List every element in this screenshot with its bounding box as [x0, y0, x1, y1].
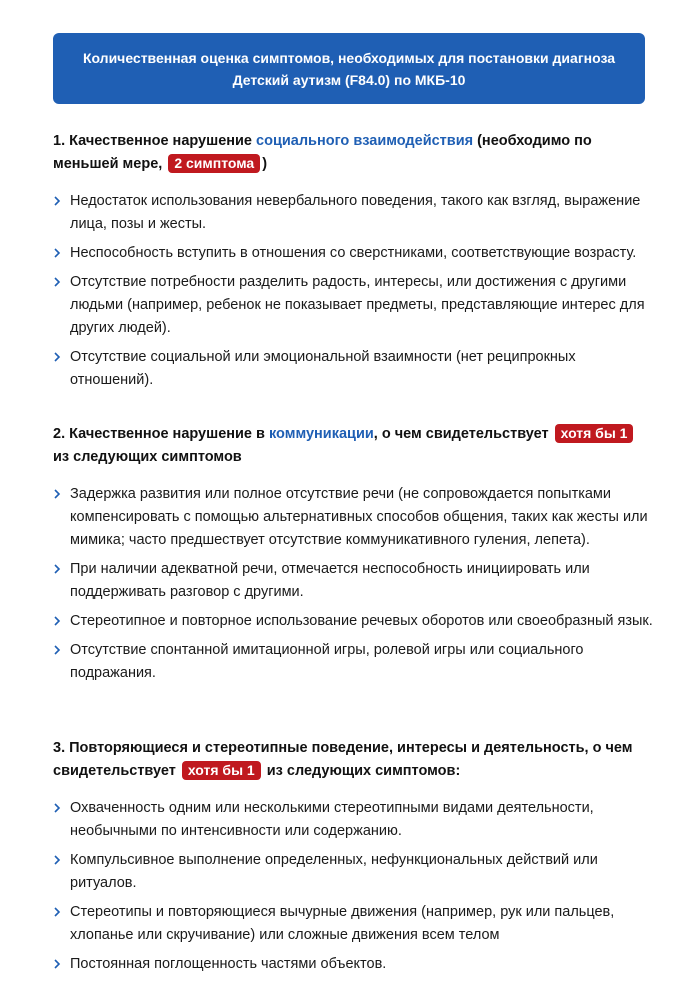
chevron-right-icon [53, 907, 62, 917]
list-item [53, 271, 653, 340]
chevron-right-icon [53, 855, 62, 865]
list-item [53, 483, 653, 552]
count-badge: хотя бы 1 [182, 761, 261, 780]
count-badge: 2 симптома [168, 154, 260, 173]
list-item [53, 797, 653, 843]
heading-text: 3. Повторяющиеся и стереотипные поведение, интересы и деятельность, о чем свидетельствует [53, 740, 633, 779]
list-item [53, 242, 653, 265]
heading-accent: социального взаимодействия [256, 133, 474, 149]
heading-text: из следующих симптомов [53, 449, 242, 465]
heading-text: 1. Качественное нарушение [53, 133, 257, 149]
banner-line-1: Количественная оценка симптомов, необходимых для постановки диагноза [82, 49, 616, 66]
item-text: Компульсивное выполнение определенных, нефункциональных действий или ритуалов. [70, 852, 598, 891]
heading-text: ) [262, 156, 268, 172]
item-text: Отсутствие потребности разделить радость, интересы, или достижения с другими людьми (например, ребенок не показывает предметы, представляющие интерес для других людей). [70, 274, 645, 336]
section-repetitive-behavior [53, 737, 653, 982]
item-text: Отсутствие спонтанной имитационной игры, ролевой игры или социального подражания. [70, 642, 584, 681]
list-item [53, 346, 653, 392]
item-text: Недостаток использования невербального поведения, такого как взгляд, выражение лица, позы и жесты. [70, 193, 641, 232]
chevron-right-icon [53, 489, 62, 499]
symptom-list [53, 797, 653, 976]
heading-text: 2. Качественное нарушение в [53, 426, 269, 442]
item-text: Задержка развития или полное отсутствие речи (не сопровождается попытками компенсировать с помощью альтернативных способов общения, таких как жесты или мимика; часто предшествует отсутствие коммуникативного гуления, лепета). [70, 486, 648, 548]
list-item [53, 953, 653, 976]
banner-line-2: Детский аутизм (F84.0) по МКБ-10 [232, 71, 466, 88]
title-banner [53, 33, 645, 104]
chevron-right-icon [53, 196, 62, 206]
section-heading [53, 737, 653, 783]
count-badge: хотя бы 1 [555, 424, 634, 443]
item-text: При наличии адекватной речи, отмечается неспособность инициировать или поддерживать разговор с другими. [70, 561, 590, 600]
list-item [53, 901, 653, 947]
chevron-right-icon [53, 959, 62, 969]
chevron-right-icon [53, 803, 62, 813]
item-text: Охваченность одним или несколькими стереотипными видами деятельности, необычными по интенсивности или содержанию. [70, 800, 594, 839]
chevron-right-icon [53, 616, 62, 626]
list-item [53, 849, 653, 895]
heading-accent: коммуникации [268, 426, 374, 442]
chevron-right-icon [53, 277, 62, 287]
heading-text: (необходимо по меньшей мере, [53, 133, 592, 172]
list-item [53, 190, 653, 236]
chevron-right-icon [53, 645, 62, 655]
list-item [53, 610, 653, 633]
item-text: Неспособность вступить в отношения со сверстниками, соответствующие возрасту. [70, 245, 637, 261]
item-text: Отсутствие социальной или эмоциональной взаимности (нет реципрокных отношений). [70, 349, 576, 388]
item-text: Стереотипы и повторяющиеся вычурные движения (например, рук или пальцев, хлопанье или скручивание) или сложные движения всем телом [70, 904, 615, 943]
chevron-right-icon [53, 352, 62, 362]
symptom-list [53, 190, 653, 392]
section-social-interaction [53, 130, 653, 398]
section-heading [53, 423, 653, 469]
symptom-list [53, 483, 653, 685]
item-text: Постоянная поглощенность частями объектов. [70, 956, 387, 972]
heading-text: , о чем свидетельствует [373, 426, 553, 442]
item-text: Стереотипное и повторное использование речевых оборотов или своеобразный язык. [70, 613, 653, 629]
heading-text: из следующих симптомов: [262, 763, 461, 779]
list-item [53, 639, 653, 685]
section-communication [53, 423, 653, 691]
chevron-right-icon [53, 248, 62, 258]
chevron-right-icon [53, 564, 62, 574]
section-heading [53, 130, 653, 176]
list-item [53, 558, 653, 604]
